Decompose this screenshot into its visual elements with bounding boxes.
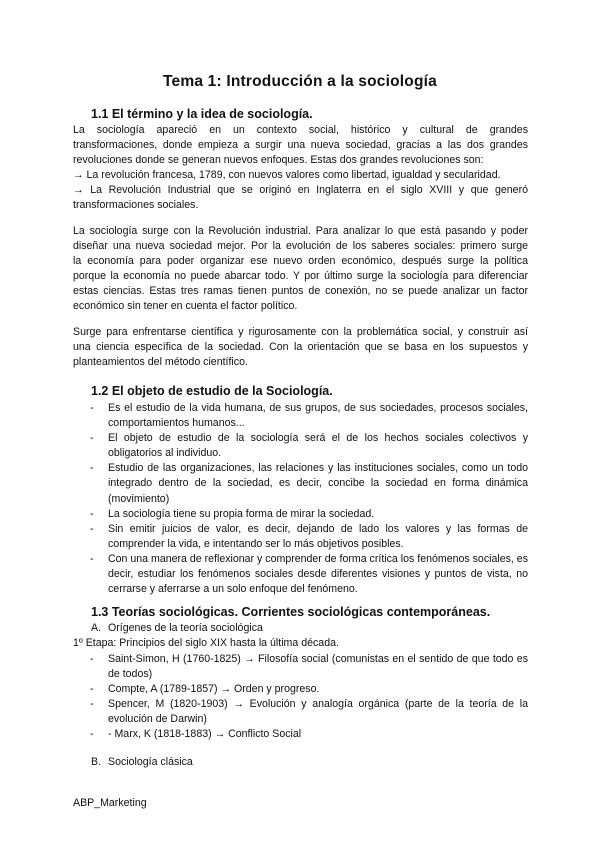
subsection-b: B. Sociología clásica	[91, 756, 193, 768]
list-item: - - Marx, K (1818-1883) → Conflicto Social	[90, 728, 302, 741]
text-line: La sociología apareció en un contexto social, histórico y cultural de grandes	[73, 124, 528, 136]
section-1-paragraph-2	[73, 224, 528, 315]
list-item: - Con una manera de reflexionar y comprender de forma crítica los fenómenos sociales, es decir, estudiar los fenómenos sociales desde diferentes visiones y puntos de vista, no cerrarse y aferrarse a un solo enfoque del fenómeno.	[90, 552, 528, 596]
text-line: transformaciones sociales.	[73, 199, 199, 212]
text-line: revoluciones donde se generan nuevos enfoques. Estas dos grandes revoluciones son:	[73, 154, 484, 167]
section-1-heading: 1.1 El término y la idea de sociología.	[91, 107, 313, 121]
section-3-heading: 1.3 Teorías sociológicas. Corrientes sociológicas contemporáneas.	[91, 605, 491, 619]
text-line: porque la economía no puede abarcar todo. Y por último surge la sociología para diferenciar	[73, 270, 528, 283]
list-item: - Spencer, M (1820-1903) → Evolución y analogía orgánica (parte de la teoría de la evolución de Darwin)	[90, 698, 528, 726]
text-line: La sociología surge con la Revolución industrial. Para analizar lo que está pasando y poder	[73, 225, 528, 237]
text-line: diseñar una nueva sociedad mejor. Por la evolución de los saberes sociales: primero surge	[73, 240, 528, 253]
object-of-study-list	[73, 401, 528, 597]
text-line: estas ciencias. Estas tres ramas tienen puntos de conexión, no se puede analizar un factor	[73, 285, 528, 298]
page-title: Tema 1: Introducción a la sociología	[163, 73, 437, 90]
list-item: - El objeto de estudio de la sociología será el de los hechos sociales colectivos y obligatorios al individuo.	[90, 432, 528, 460]
text-line: económico sin tener en cuenta el factor político.	[73, 300, 298, 313]
origins-list	[73, 652, 528, 743]
section-1-paragraph-1	[73, 123, 528, 214]
text-line: Surge para enfrentarse científica y rigurosamente con la problemática social, y construir así	[73, 326, 528, 338]
section-2-heading: 1.2 El objeto de estudio de la Sociología.	[91, 384, 333, 398]
text-line: → La Revolución Industrial que se originó en Inglaterra en el siglo XVIII y que generó	[73, 184, 528, 197]
text-line: la economía para poder organizar ese nuevo orden económico, después surge la política	[73, 255, 528, 268]
list-item: - La sociología tiene su propia forma de mirar la sociedad.	[90, 507, 375, 520]
text-line: planteamientos del método científico.	[73, 356, 248, 369]
footer-text: ABP_Marketing	[73, 797, 147, 809]
list-item: - Estudio de las organizaciones, las relaciones y las instituciones sociales, como un todo integrado dentro de la sociedad, es decir, concibe la sociedad en forma dinámica (movimiento)	[90, 462, 528, 505]
text-line: → La revolución francesa, 1789, con nuevos valores como libertad, igualdad y secularidad.	[73, 169, 501, 182]
subsection-a: A. Orígenes de la teoría sociológica	[91, 622, 263, 634]
list-item: - Sin emitir juicios de valor, es decir, dejando de lado los valores y las formas de comprender la vida, e intentando ser lo más objetivos posibles.	[90, 522, 528, 550]
text-line: una ciencia específica de la sociedad. Con la orientación que se basa en los supuestos y	[73, 341, 528, 354]
stage-line: 1º Etapa: Principios del siglo XIX hasta la última década.	[73, 637, 339, 649]
section-1-paragraph-3	[73, 325, 528, 370]
list-item: - Es el estudio de la vida humana, de sus grupos, de sus sociedades, procesos sociales, comportamientos humanos...	[90, 402, 528, 430]
text-line: transformaciones, donde empieza a surgir una nueva sociedad, gracias a las dos grandes	[73, 139, 528, 152]
list-item: - Saint-Simon, H (1760-1825) → Filosofía social (comunistas en el sentido de que todo es de todos)	[90, 653, 528, 681]
list-item: - Compte, A (1789-1857) → Orden y progreso.	[90, 683, 320, 696]
